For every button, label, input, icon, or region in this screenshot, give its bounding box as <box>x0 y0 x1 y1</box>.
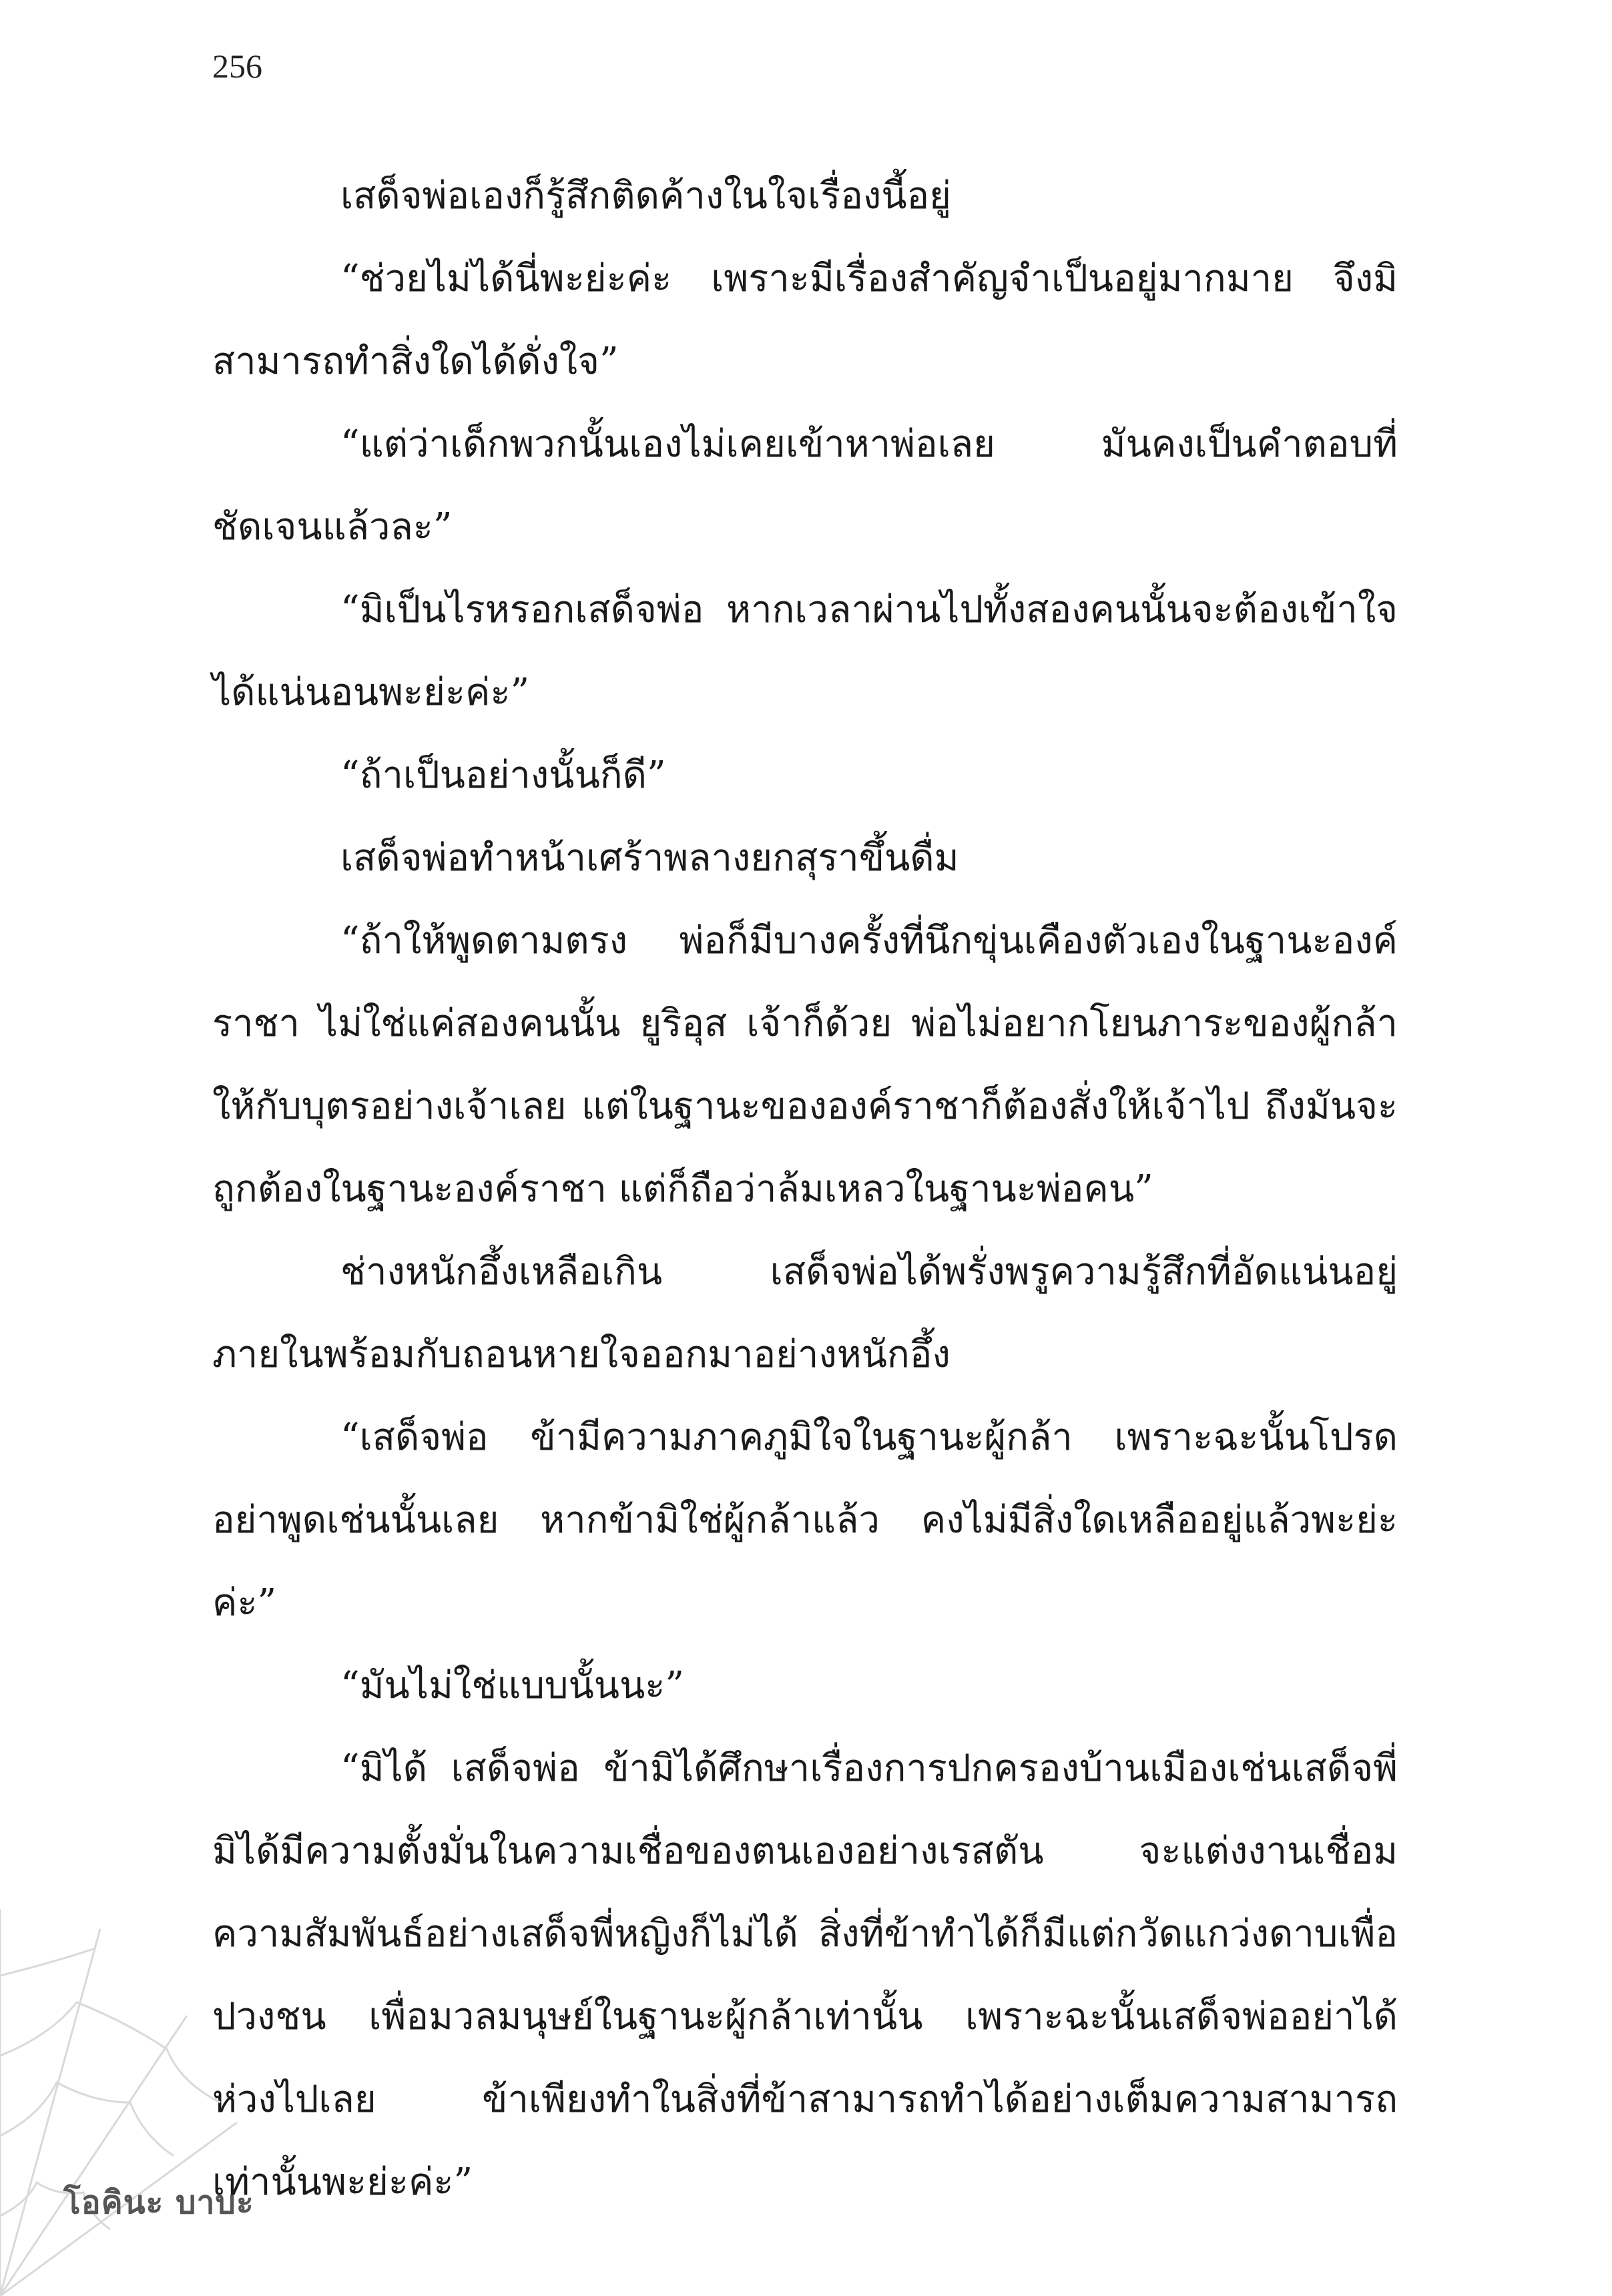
paragraph-7: “ถ้าให้พูดตามตรง พ่อก็มีบางครั้งที่นึกขุ่นเคืองตัวเองในฐานะองค์ราชา ไม่ใช่แค่สองคนนั้น ยูริอุส เจ้าก็ด้วย พ่อไม่อยากโยนภาระของผู้กล้าให้กับบุตรอย่างเจ้าเลย แต่ในฐานะขององค์ราชาก็ต้องสั่งให้เจ้าไป ถึงมันจะถูกต้องในฐานะองค์ราชา แต่ก็ถือว่าล้มเหลวในฐานะพ่อคน” <box>212 919 1398 1211</box>
paragraph-4: “มิเป็นไรหรอกเสด็จพ่อ หากเวลาผ่านไปทั้งสองคนนั้นจะต้องเข้าใจได้แน่นอนพะย่ะค่ะ” <box>212 588 1398 714</box>
paragraph-1: เสด็จพ่อเองก็รู้สึกติดค้างในใจเรื่องนี้อยู่ <box>340 174 951 218</box>
paragraph-8: ช่างหนักอึ้งเหลือเกิน เสด็จพ่อได้พรั่งพรูความรู้สึกที่อัดแน่นอยู่ภายในพร้อมกับถอนหายใจออกมาอย่างหนักอึ้ง <box>212 1250 1398 1376</box>
paragraph-9: “เสด็จพ่อ ข้ามีความภาคภูมิใจในฐานะผู้กล้า เพราะฉะนั้นโปรดอย่าพูดเช่นนั้นเลย หากข้ามิใช่ผู้กล้าแล้ว คงไม่มีสิ่งใดเหลืออยู่แล้วพะย่ะค่ะ” <box>212 1416 1398 1625</box>
paragraph-3: “แต่ว่าเด็กพวกนั้นเองไม่เคยเข้าหาพ่อเลย มันคงเป็นคำตอบที่ชัดเจนแล้วละ” <box>212 422 1398 549</box>
paragraph-2: “ช่วยไม่ได้นี่พะย่ะค่ะ เพราะมีเรื่องสำคัญจำเป็นอยู่มากมาย จึงมิสามารถทำสิ่งใดได้ดั่งใจ” <box>212 257 1398 383</box>
body-text <box>212 155 1398 2224</box>
paragraph-11: “มิได้ เสด็จพ่อ ข้ามิได้ศึกษาเรื่องการปกครองบ้านเมืองเช่นเสด็จพี่ มิได้มีความตั้งมั่นในความเชื่อของตนเองอย่างเรสตัน จะแต่งงานเชื่อมความสัมพันธ์อย่างเสด็จพี่หญิงก็ไม่ได้ สิ่งที่ข้าทำได้ก็มีแต่กวัดแกว่งดาบเพื่อปวงชน เพื่อมวลมนุษย์ในฐานะผู้กล้าเท่านั้น เพราะฉะนั้นเสด็จพ่ออย่าได้ห่วงไปเลย ข้าเพียงทำในสิ่งที่ข้าสามารถทำได้อย่างเต็มความสามารถเท่านั้นพะย่ะค่ะ” <box>212 1747 1398 2204</box>
spider-web-decoration <box>0 1902 240 2296</box>
paragraph-5: “ถ้าเป็นอย่างนั้นก็ดี” <box>340 754 666 797</box>
page-number: 256 <box>212 47 262 85</box>
paragraph-6: เสด็จพ่อทำหน้าเศร้าพลางยกสุราขึ้นดื่ม <box>340 836 959 880</box>
paragraph-10: “มันไม่ใช่แบบนั้นนะ” <box>340 1664 684 1707</box>
book-title-footer: โอคินะ บาบะ <box>63 2184 254 2221</box>
